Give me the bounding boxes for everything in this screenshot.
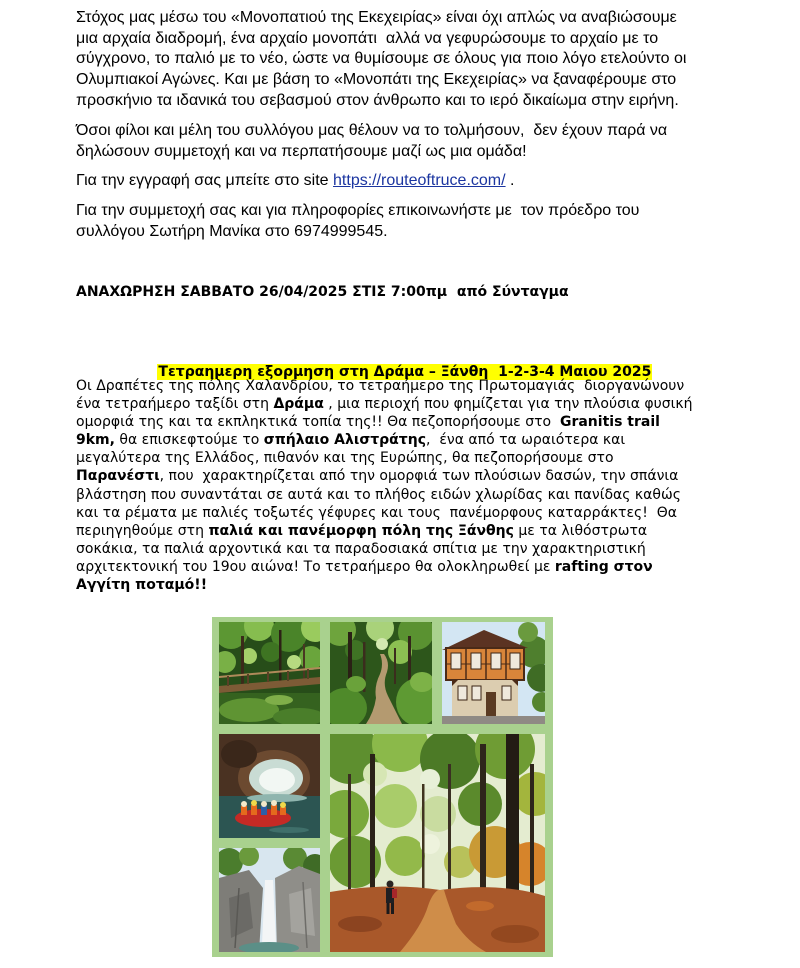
trip-line	[76, 431, 692, 449]
trip-text: αρχιτεκτονική του 19ου αιώνα! Το τετραήμερο θα ολοκληρωθεί με	[76, 558, 555, 575]
trip-bold-distance: 9km,	[76, 432, 115, 449]
website-link[interactable]: https://routeoftruce.com/	[333, 172, 506, 189]
trip-text: με τα λιθόστρωτα	[513, 522, 648, 539]
trip-bold-rafting: rafting στον	[554, 558, 653, 575]
trip-text: μεγαλύτερα της Ελλάδος, πιθανόν και της Ευρώπης, θα πεζοπορήσουμε στο	[76, 450, 614, 467]
contact-line: συλλόγου Σωτήρη Μανίκα στο 6974999545.	[76, 222, 388, 240]
photo-forest-path	[330, 622, 432, 724]
trip-text: θα επισκεφτούμε το	[114, 432, 264, 449]
intro-paragraph	[76, 8, 686, 112]
trip-bold-paranesti: Παρανέστι	[76, 468, 160, 485]
trip-line	[76, 540, 692, 558]
contact-line: Για την συμμετοχή σας και για πληροφορίες επικοινωνήστε με τον πρόεδρο του	[76, 202, 640, 219]
trip-text: και τα ρέματα με παλιές τοξωτές γέφυρες και τους πανέμορφους καταρράκτες! Θα	[76, 504, 678, 521]
trip-line	[76, 558, 692, 576]
intro-line: Ολυμπιακοί Αγώνες. Και με βάση το «Μονοπάτι της Εκεχειρίας» να ξαναφέρουμε στο	[76, 71, 677, 89]
join-invitation-paragraph	[76, 121, 667, 162]
trip-text: βλάστηση που συναντάται σε αυτά και το πλήθος ειδών χλωρίδας και πανίδας καθώς	[76, 486, 681, 503]
join-line: Όσοι φίλοι και μέλη του συλλόγου μας θέλουν να το τολμήσουν, δεν έχουν παρά να	[76, 122, 668, 139]
trip-title-row	[0, 342, 800, 382]
cave-opening	[249, 759, 303, 797]
trip-line	[76, 486, 692, 504]
registration-text: Για την εγγραφή σας μπείτε στο site	[76, 172, 334, 189]
riverbank	[219, 693, 320, 724]
trip-bold-cave: σπήλαιο Αλιστράτης	[263, 432, 426, 449]
intro-line: προσκήνιο τα ιδανικά του σεβασμού στον άνθρωπο και το ιερό δικαίωμα στην ειρήνη.	[76, 91, 679, 109]
registration-line	[76, 171, 514, 192]
trip-text: Οι Δραπέτες της πόλης Χαλανδρίου, το τετραήμερο της Πρωτομαγιάς διοργανώνουν	[76, 378, 685, 394]
trip-bold-granitis-trail: Granitis trail	[559, 414, 660, 431]
photo-forest-bridge	[219, 622, 320, 724]
trip-text: περιηγηθούμε στη	[76, 522, 209, 539]
trip-line	[76, 395, 692, 413]
photo-waterfall	[219, 848, 320, 952]
trip-line	[76, 467, 692, 485]
waterfall-image	[219, 848, 320, 952]
trip-bold-river: Αγγίτη ποταμό!!	[76, 577, 208, 594]
registration-paragraph	[76, 171, 514, 192]
trip-line	[76, 522, 692, 540]
trip-line	[76, 576, 692, 594]
trip-line	[76, 449, 692, 467]
intro-line: Στόχος μας μέσω του «Μονοπατιού της Εκεχειρίας» είναι όχι απλώς να αναβιώσουμε	[76, 9, 677, 26]
cobblestone-street	[442, 716, 545, 724]
forest-bridge-image	[219, 622, 320, 724]
trip-text: ένα τετραήμερο ταξίδι στη	[76, 396, 274, 413]
departure-info: ΑΝΑΧΩΡΗΣΗ ΣΑΒΒΑΤΟ 26/04/2025 ΣΤΙΣ 7:00πμ από Σύνταγμα	[76, 284, 569, 300]
trip-line	[76, 377, 692, 395]
raft	[235, 800, 291, 827]
trip-bold-drama: Δράμα	[273, 396, 324, 413]
trip-text: , ένα από τα ωραιότερα και	[426, 432, 626, 449]
trip-bold-xanthi: παλιά και πανέμορφη πόλη της Ξάνθης	[208, 522, 514, 539]
photo-cave-rafting	[219, 734, 320, 838]
photo-xanthi-old-house	[442, 622, 545, 724]
old-house-image	[442, 622, 545, 724]
forest-hiker-image	[330, 734, 545, 952]
cave-rafting-image	[219, 734, 320, 838]
intro-line: μια αρχαία διαδρομή, ένα αρχαίο μονοπάτι αλλά να γεφυρώσουμε το αρχαίο με το	[76, 29, 659, 47]
contact-paragraph	[76, 201, 639, 242]
trip-line	[76, 504, 692, 522]
photo-forest-hiker	[330, 734, 545, 952]
trip-title: Τετραημερη εξορμηση στη Δράμα – Ξάνθη 1-2-3-4 Μαιου 2025	[158, 364, 652, 380]
trip-line	[76, 413, 692, 431]
join-line: δηλώσουν συμμετοχή και να περπατήσουμε μαζί ως μια ομάδα!	[76, 142, 527, 160]
trip-text: , που χαρακτηρίζεται από την ομορφιά των πλούσιων δασών, την σπάνια	[159, 468, 679, 485]
registration-suffix: .	[505, 172, 515, 189]
leaf-covered-ground	[330, 886, 545, 952]
forest-path-image	[330, 622, 432, 724]
intro-line: σύγχρονο, το παλιό με το νέο, ώστε να θυμίσουμε σε όλους για ποιο λόγο ετελούντο οι	[76, 50, 687, 68]
trip-text: ομορφιά της και τα εκπληκτικά τοπία της!! Θα πεζοπορήσουμε στο	[76, 414, 560, 431]
trip-text: σοκάκια, τα παλιά αρχοντικά και τα παραδοσιακά σπίτια με την χαρακτηριστική	[76, 540, 646, 557]
trip-description	[76, 377, 692, 594]
photo-collage	[212, 617, 553, 957]
trip-text: , μια περιοχή που φημίζεται για την πλούσια φυσική	[323, 396, 693, 413]
